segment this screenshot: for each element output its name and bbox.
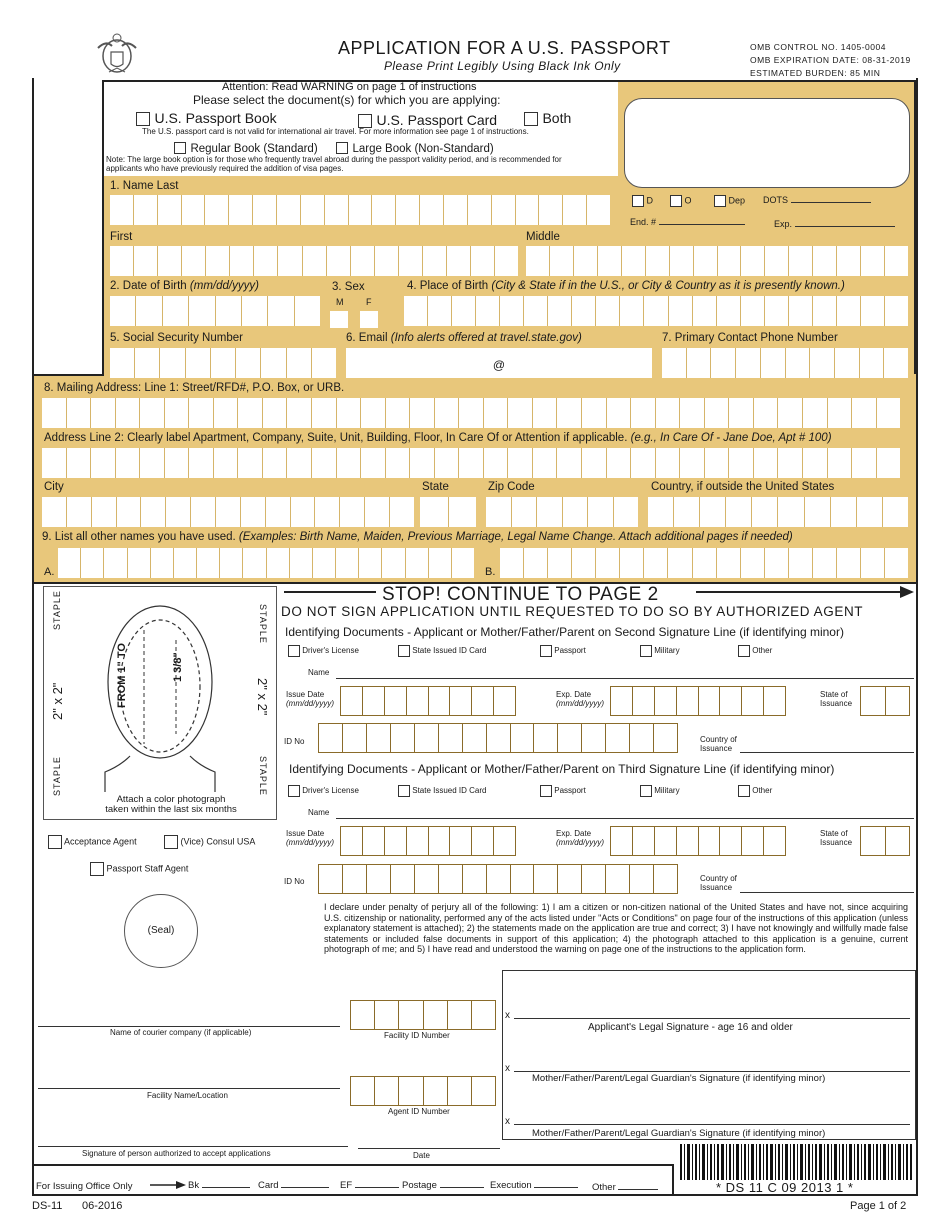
- other-names-label: 9. List all other names you have used. (Examples: Birth Name, Maiden, Previous Marriage, Legal Name Change. Attach additional pages if needed): [42, 531, 793, 543]
- pob-label: 4. Place of Birth (City & State if in the U.S., or City & Country as it is presently known.): [407, 280, 845, 292]
- id1-issue-label: Issue Date (mm/dd/yyyy): [286, 690, 334, 708]
- staple-tl: STAPLE: [52, 590, 62, 630]
- office-o[interactable]: O: [670, 195, 692, 207]
- date-label: Date: [413, 1151, 430, 1160]
- id1-drivers[interactable]: Driver's License: [288, 645, 359, 657]
- staple-br: STAPLE: [258, 756, 268, 796]
- issuing-office-label: For Issuing Office Only: [36, 1181, 133, 1192]
- office-dep[interactable]: Dep: [714, 195, 745, 207]
- sex-f-label: F: [366, 297, 372, 307]
- parent1-signature-label: Mother/Father/Parent/Legal Guardian's Signature (if identifying minor): [532, 1073, 826, 1084]
- dob-input[interactable]: [110, 296, 320, 326]
- id2-issue-date[interactable]: [340, 826, 516, 856]
- staff-agent-option[interactable]: Passport Staff Agent: [90, 862, 188, 876]
- facility-id-label: Facility ID Number: [384, 1031, 450, 1040]
- id2-name-line[interactable]: [336, 818, 914, 819]
- both-checkbox[interactable]: [524, 112, 538, 126]
- name-last-label: 1. Name Last: [110, 180, 179, 192]
- omb-control: OMB CONTROL NO. 1405-0004: [750, 42, 886, 52]
- id2-exp-label: Exp. Date (mm/dd/yyyy): [556, 829, 604, 847]
- other-name-b-label: B.: [485, 566, 496, 578]
- id1-issue-date[interactable]: [340, 686, 516, 716]
- seal-circle: (Seal): [124, 894, 198, 968]
- large-book-checkbox[interactable]: [336, 142, 348, 154]
- mailing-line1-label: 8. Mailing Address: Line 1: Street/RFD#, P.O. Box, or URB.: [44, 382, 345, 394]
- sex-label: 3. Sex: [332, 281, 365, 293]
- signature-box: [502, 970, 916, 1140]
- staple-tr: STAPLE: [258, 604, 268, 644]
- form-id: DS-11: [32, 1200, 63, 1212]
- barcode: [680, 1144, 912, 1180]
- id2-country-label: Country of Issuance: [700, 874, 737, 892]
- ef-field[interactable]: EF: [340, 1180, 399, 1191]
- ssn-input[interactable]: [110, 348, 336, 378]
- other-name-b-input[interactable]: [500, 548, 908, 578]
- other-name-a-input[interactable]: [58, 548, 474, 578]
- form-title: APPLICATION FOR A U.S. PASSPORT: [338, 38, 671, 58]
- photo-size-left: 2" x 2": [50, 682, 65, 720]
- country-input[interactable]: [648, 497, 908, 527]
- agent-id-input[interactable]: [350, 1076, 496, 1106]
- id2-drivers[interactable]: Driver's License: [288, 785, 359, 797]
- applicant-signature-line[interactable]: [514, 1018, 910, 1019]
- execution-field[interactable]: Execution: [490, 1180, 578, 1191]
- passport-book-option[interactable]: U.S. Passport Book: [136, 110, 277, 128]
- dob-label: 2. Date of Birth (mm/dd/yyyy): [110, 280, 259, 292]
- id1-name-line[interactable]: [336, 678, 914, 679]
- facility-name-line[interactable]: [38, 1088, 340, 1089]
- agent-id-label: Agent ID Number: [388, 1107, 450, 1116]
- photo-from-text: FROM 1" TO: [116, 643, 128, 708]
- id-docs-second-title: Identifying Documents - Applicant or Mother/Father/Parent on Second Signature Line (if identifying minor): [285, 625, 844, 639]
- country-label: Country, if outside the United States: [651, 481, 835, 493]
- pob-input[interactable]: [404, 296, 908, 326]
- office-dots: DOTS: [763, 195, 871, 205]
- mailing-line1-input[interactable]: [42, 398, 900, 428]
- date-line[interactable]: [358, 1148, 500, 1149]
- page-number: Page 1 of 2: [850, 1200, 907, 1212]
- photo-to-text: 1 3/8": [172, 652, 184, 682]
- id1-state-issuance[interactable]: [860, 686, 910, 716]
- id1-country-label: Country of Issuance: [700, 735, 737, 753]
- estimated-burden: ESTIMATED BURDEN: 85 MIN: [750, 68, 881, 78]
- us-seal-logo: [92, 30, 142, 78]
- mailing-line2-input[interactable]: [42, 448, 900, 478]
- other-field[interactable]: Other: [592, 1182, 658, 1193]
- mailing-line2-label: Address Line 2: Clearly label Apartment, Company, Suite, Unit, Building, Floor, In Care Of or Attention if applicable. (e.g., In Care Of - Jane Doe, Apt # 100): [44, 432, 832, 444]
- id1-state-id[interactable]: State Issued ID Card: [398, 645, 487, 657]
- id2-state-issuance-label: State of Issuance: [820, 829, 853, 847]
- id1-name-label: Name: [308, 668, 330, 677]
- acceptance-agent-option[interactable]: Acceptance Agent: [48, 835, 137, 849]
- attention-text: Attention: Read WARNING on page 1 of instructions: [222, 81, 477, 93]
- id1-other[interactable]: Other: [738, 645, 772, 657]
- sex-m-box[interactable]: [330, 311, 348, 328]
- id1-exp-date[interactable]: [610, 686, 786, 716]
- city-input[interactable]: [42, 497, 414, 527]
- large-book-note: Note: The large book option is for those who frequently travel abroad during the passport validity period, and is recommended for applicants who have previously required the addition of visa pages.: [106, 155, 562, 173]
- barcode-text: * DS 11 C 09 2013 1 *: [716, 1180, 854, 1195]
- declaration-text: I declare under penalty of perjury all of the following: 1) I am a citizen or non-citizen national of the United States and have not, since acquiring U.S. citizenship or nationality, performed any of the acts listed under "Acts or Conditions" on page four of the instructions of this application (unless explanatory statement is attached); 2) the statements made on the application are true and correct; 3) I have not knowingly and willfully made false statements or included false documents in support of this application; 4) the photograph attached to this application is a genuine, current photograph of me; and 5) I have read and understood the warning on page one of the instructions to the application form.: [324, 902, 908, 954]
- courier-line[interactable]: [38, 1026, 340, 1027]
- zip-label: Zip Code: [488, 481, 535, 493]
- passport-card-option[interactable]: U.S. Passport Card: [358, 112, 497, 130]
- email-label: 6. Email (Info alerts offered at travel.state.gov): [346, 332, 582, 344]
- id2-other[interactable]: Other: [738, 785, 772, 797]
- parent2-signature-label: Mother/Father/Parent/Legal Guardian's Signature (if identifying minor): [532, 1128, 826, 1139]
- id2-idno-label: ID No: [284, 877, 305, 886]
- id2-country-line[interactable]: [740, 892, 914, 893]
- middle-name-label: Middle: [526, 231, 560, 243]
- id2-state-issuance[interactable]: [860, 826, 910, 856]
- id2-military[interactable]: Military: [640, 785, 680, 797]
- last-name-input[interactable]: [110, 195, 610, 225]
- courier-label: Name of courier company (if applicable): [110, 1028, 252, 1037]
- card-note: The U.S. passport card is not valid for international air travel. For more information see page 1 of instructions.: [142, 127, 529, 136]
- stop-subtitle: DO NOT SIGN APPLICATION UNTIL REQUESTED TO DO SO BY AUTHORIZED AGENT: [281, 604, 864, 619]
- regular-book-checkbox[interactable]: [174, 142, 186, 154]
- id-docs-third-title: Identifying Documents - Applicant or Mother/Father/Parent on Third Signature Line (if identifying minor): [289, 762, 835, 776]
- sex-m-label: M: [336, 297, 344, 307]
- middle-name-input[interactable]: [526, 246, 908, 276]
- bk-field[interactable]: Bk: [188, 1180, 250, 1191]
- arrow-right-icon: [150, 1180, 186, 1190]
- id1-exp-label: Exp. Date (mm/dd/yyyy): [556, 690, 604, 708]
- staple-bl: STAPLE: [52, 756, 62, 796]
- parent1-signature-line[interactable]: [514, 1071, 910, 1072]
- both-option[interactable]: Both: [524, 110, 571, 128]
- zip-input[interactable]: [486, 497, 638, 527]
- please-select-text: Please select the document(s) for which you are applying:: [193, 93, 501, 107]
- photo-caption: Attach a color photograph taken within the last six months: [105, 794, 237, 815]
- form-date: 06-2016: [82, 1200, 123, 1212]
- id2-state-id[interactable]: State Issued ID Card: [398, 785, 487, 797]
- large-book-option[interactable]: Large Book (Non-Standard): [336, 139, 494, 157]
- ssn-label: 5. Social Security Number: [110, 332, 243, 344]
- passport-card-checkbox[interactable]: [358, 114, 372, 128]
- id2-name-label: Name: [308, 808, 330, 817]
- id1-state-issuance-label: State of Issuance: [820, 690, 853, 708]
- id1-military[interactable]: Military: [640, 645, 680, 657]
- omb-expiration: OMB EXPIRATION DATE: 08-31-2019: [750, 55, 911, 65]
- applicant-signature-label: Applicant's Legal Signature - age 16 and older: [588, 1022, 793, 1033]
- facility-id-input[interactable]: [350, 1000, 496, 1030]
- id1-idno-label: ID No: [284, 737, 305, 746]
- card-field[interactable]: Card: [258, 1180, 329, 1191]
- id2-idno-input[interactable]: [318, 864, 678, 894]
- other-name-a-label: A.: [44, 566, 55, 578]
- postage-field[interactable]: Postage: [402, 1180, 484, 1191]
- id1-passport[interactable]: Passport: [540, 645, 586, 657]
- id2-exp-date[interactable]: [610, 826, 786, 856]
- office-use-box: [624, 98, 910, 188]
- email-input[interactable]: @: [346, 348, 652, 378]
- phone-input[interactable]: [662, 348, 908, 378]
- parent2-signature-line[interactable]: [514, 1124, 910, 1125]
- city-label: City: [44, 481, 64, 493]
- office-exp: Exp.: [774, 219, 895, 229]
- passport-book-checkbox[interactable]: [136, 112, 150, 126]
- id1-country-line[interactable]: [740, 752, 914, 753]
- facility-name-label: Facility Name/Location: [147, 1091, 228, 1100]
- regular-book-option[interactable]: Regular Book (Standard): [174, 139, 318, 157]
- office-d[interactable]: D: [632, 195, 653, 207]
- id1-idno-input[interactable]: [318, 723, 678, 753]
- authorized-signature-label: Signature of person authorized to accept applications: [82, 1149, 271, 1158]
- form-subtitle: Please Print Legibly Using Black Ink Only: [384, 59, 621, 73]
- state-input[interactable]: [420, 497, 476, 527]
- stop-arrow: [284, 585, 914, 599]
- first-name-input[interactable]: [110, 246, 518, 276]
- photo-size-right: 2" x 2": [255, 678, 270, 716]
- first-name-label: First: [110, 231, 133, 243]
- state-label: State: [422, 481, 449, 493]
- consul-option[interactable]: (Vice) Consul USA: [164, 835, 255, 849]
- id2-issue-label: Issue Date (mm/dd/yyyy): [286, 829, 334, 847]
- office-end: End. #: [630, 217, 745, 227]
- phone-label: 7. Primary Contact Phone Number: [662, 332, 838, 344]
- stop-title: STOP! CONTINUE TO PAGE 2: [382, 584, 659, 605]
- sex-f-box[interactable]: [360, 311, 378, 328]
- id2-passport[interactable]: Passport: [540, 785, 586, 797]
- authorized-signature-line[interactable]: [38, 1146, 348, 1147]
